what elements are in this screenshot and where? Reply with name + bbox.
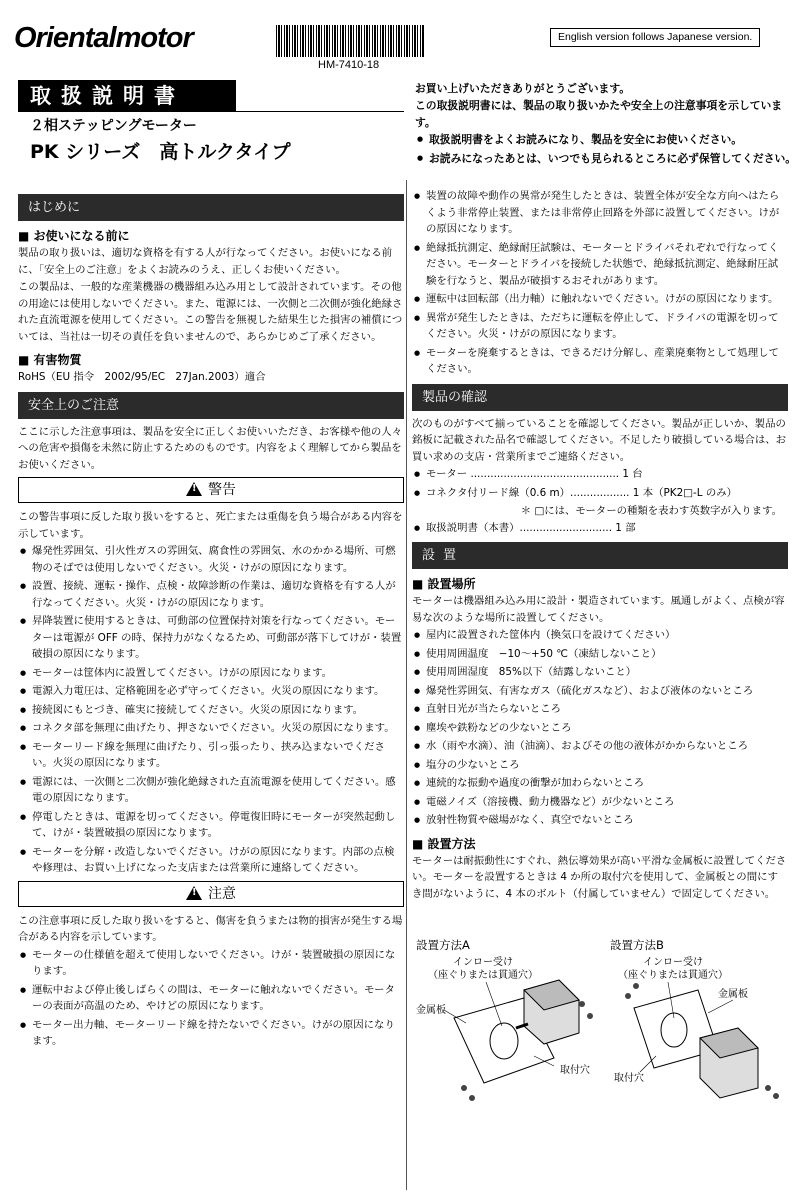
warning-item: ● モーターを分解・改造しないでください。けがの原因になります。内部の点検や修理は、お買い上げになった支店または営業所に連絡してください。 [18, 844, 404, 877]
document-title: 取扱説明書 [18, 80, 236, 112]
title-rule [236, 111, 404, 112]
place-item: ● 放射性物質や磁場がなく、真空でないところ [412, 812, 788, 829]
figure-a-hole-label: 取付穴 [560, 1065, 590, 1076]
caution-list [18, 947, 404, 1050]
warning-item: ● 接続図にもとづき、確実に接続してください。火災の原因になります。 [18, 702, 404, 719]
caution-triangle-icon [186, 886, 202, 900]
hazard-heading: ■ 有害物質 [18, 351, 404, 369]
contents-list-2 [412, 520, 788, 537]
place-item: ● 爆発性雰囲気、有害なガス（硫化ガスなど）、および液体のないところ [412, 683, 788, 700]
warning-banner [18, 477, 404, 503]
figure-b-hole-label: 取付穴 [614, 1073, 644, 1084]
intro-block [415, 80, 800, 169]
warning-item: ● 昇降装置に使用するときは、可動部の位置保持対策を行なってください。モーターは電源が OFF の時、保持力がなくなるため、可動部が落下してけが・装置破損の原因になります。 [18, 613, 404, 663]
warning-item: ● 爆発性雰囲気、引火性ガスの雰囲気、腐食性の雰囲気、水のかかる場所、可燃物のそばでは使用しないでください。火災・けがの原因になります。 [18, 543, 404, 576]
place-item: ● 屋内に設置された筐体内（換気口を設けてください） [412, 627, 788, 644]
figure-a-title: 設置方法A [416, 938, 470, 952]
place-item: ● 直射日光が当たらないところ [412, 701, 788, 718]
place-item: ● 電磁ノイズ（溶接機、動力機器など）が少ないところ [412, 794, 788, 811]
intro-bullet: ● お読みになったあとは、いつでも見られるところに必ず保管してください。 [415, 150, 800, 167]
before-use-text: 製品の取り扱いは、適切な資格を有する人が行なってください。お使いになる前に、「安全上のご注意」をよくお読みのうえ、正しくお使いください。 [18, 247, 393, 276]
caution-item: ● 装置の故障や動作の異常が発生したときは、装置全体が安全な方向へはたらくよう非常停止装置、または非常停止回路を外部に設置してください。けがの原因になります。 [412, 188, 788, 238]
place-heading: ■ 設置場所 [412, 575, 788, 593]
caution-item: ● 異常が発生したときは、ただちに運転を停止して、ドライバの電源を切ってください。火災・けがの原因になります。 [412, 310, 788, 343]
method-heading: ■ 設置方法 [412, 835, 788, 853]
column-divider [406, 180, 407, 1190]
model-note: ＊ □には、モーターの種類を表わす英数字が入ります。 [520, 505, 782, 517]
caution-item: ● モーターの仕様値を超えて使用しないでください。けが・装置破損の原因になります。 [18, 947, 404, 980]
place-item: ● 塵埃や鉄粉などの少ないところ [412, 720, 788, 737]
place-item: ● 塩分の少ないところ [412, 757, 788, 774]
before-use-text-2: この製品は、一般的な産業機器の機器組み込み用として設計されています。その他の用途には使用しないでください。また、電源には、一次側と二次側が強化絶縁された直流電源を使用してください。この警告を無視した結果生じた損害の補償については、当社は一切その責任を負いませんので、あらかじめご了承ください。 [18, 281, 403, 343]
place-item: ● 使用周囲温度 −10〜+50 ℃（凍結しないこと） [412, 646, 788, 663]
figure-b-pilot-label: インロー受け （座ぐりまたは貫通穴） [618, 957, 728, 981]
caution-item: ● 絶縁抵抗測定、絶縁耐圧試験は、モーターとドライバそれぞれで行なってください。モーターとドライバを接続した状態で、絶縁抵抗測定、絶縁耐圧試験を行なうと、製品が破損するおそれがあります。 [412, 240, 788, 290]
before-use-heading: ■ お使いになる前に [18, 227, 404, 245]
install-figure-b [608, 938, 798, 1113]
contents-item: ● コネクタ付リード線（0.6 m）.................. 1 本（PK2□-L のみ） [412, 485, 788, 502]
intro-line-2: この取扱説明書には、製品の取り扱いかたや安全上の注意事項を示しています。 [415, 99, 783, 129]
place-item: ● 水（雨や水滴）、油（油滴）、およびその他の液体がかからないところ [412, 738, 788, 755]
place-intro: モーターは機器組み込み用に設計・製造されています。風通しがよく、点検が容易な次のような場所に設置してください。 [412, 595, 785, 624]
method-text: モーターは耐振動性にすぐれ、熱伝導効果が高い平滑な金属板に設置してください。モーターを設置するときは 4 か所の取付穴を使用して、金属板との間にすき間がないように、4 本のボルト（付属していません）で固定してください。 [412, 854, 787, 900]
figure-a-pilot-label: インロー受け （座ぐりまたは貫通穴） [428, 957, 538, 981]
warning-item: ● モーターは筐体内に設置してください。けがの原因になります。 [18, 665, 404, 682]
warning-item: ● モーターリード線を無理に曲げたり、引っ張ったり、挟み込まないでください。火災の原因になります。 [18, 739, 404, 772]
section-heading-install: 設置 [412, 542, 788, 569]
safety-intro: ここに示した注意事項は、製品を安全に正しくお使いいただき、お客様や他の人々への危害や損傷を未然に防止するためのものです。内容をよく理解してから製品をお使いください。 [18, 425, 403, 471]
english-version-note: English version follows Japanese version. [550, 28, 760, 47]
figure-b-plate-label: 金属板 [718, 989, 748, 1000]
caution-item: ● 運転中は回転部（出力軸）に触れないでください。けがの原因になります。 [412, 291, 788, 308]
caution-label: 注意 [208, 885, 236, 902]
document-code: HM-7410-18 [318, 59, 380, 71]
section-heading-safety: 安全上のご注意 [18, 392, 404, 419]
intro-bullets [415, 131, 800, 167]
caution-description: この注意事項に反した取り扱いをすると、傷害を負うまたは物的損害が発生する場合がある内容を示しています。 [18, 914, 403, 943]
caution-item: ● モーターを廃棄するときは、できるだけ分解し、産業廃棄物として処理してください。 [412, 345, 788, 378]
figure-b-title: 設置方法B [610, 938, 664, 952]
left-column [18, 188, 404, 1052]
intro-line-1: お買い上げいただきありがとうございます。 [415, 82, 631, 95]
warning-list [18, 543, 404, 877]
warning-description: この警告事項に反した取り扱いをすると、死亡または重傷を負う場合がある内容を示しています。 [18, 511, 403, 540]
rohs-text: RoHS（EU 指令 2002/95/EC 27Jan.2003）適合 [18, 371, 266, 383]
product-subtitle: ２相ステッピングモーター [30, 118, 197, 134]
figure-a-drawing [414, 938, 606, 1113]
warning-item: ● コネクタ部を無理に曲げたり、押さないでください。火災の原因になります。 [18, 720, 404, 737]
caution-list-continued [412, 188, 788, 378]
figure-b-drawing [608, 938, 798, 1113]
barcode [276, 25, 424, 57]
series-title: PK シリーズ 高トルクタイプ [30, 141, 291, 163]
warning-triangle-icon [186, 482, 202, 496]
caution-banner [18, 881, 404, 907]
warning-item: ● 電源には、一次側と二次側が強化絶縁された直流電源を使用してください。感電の原因になります。 [18, 774, 404, 807]
intro-bullet: ● 取扱説明書をよくお読みになり、製品を安全にお使いください。 [415, 131, 800, 148]
place-item: ● 使用周囲湿度 85%以下（結露しないこと） [412, 664, 788, 681]
place-item: ● 連続的な振動や過度の衝撃が加わらないところ [412, 775, 788, 792]
warning-item: ● 設置、接続、運転・操作、点検・故障診断の作業は、適切な資格を有する人が行なってください。火災・けがの原因になります。 [18, 578, 404, 611]
warning-label: 警告 [208, 482, 236, 498]
caution-item: ● モーター出力軸、モーターリード線を持たないでください。けがの原因になります。 [18, 1017, 404, 1050]
right-column [412, 188, 788, 903]
section-heading-confirm: 製品の確認 [412, 384, 788, 411]
contents-list [412, 466, 788, 501]
contents-item: ● 取扱説明書（本書）............................ 1 部 [412, 520, 788, 537]
place-list [412, 627, 788, 829]
warning-item: ● 電源入力電圧は、定格範囲を必ず守ってください。火災の原因になります。 [18, 683, 404, 700]
warning-item: ● 停電したときは、電源を切ってください。停電復旧時にモーターが突然起動して、けが・装置破損の原因になります。 [18, 809, 404, 842]
brand-logo: Orientalmotor [14, 22, 193, 54]
caution-item: ● 運転中および停止後しばらくの間は、モーターに触れないでください。モーターの表面が高温のため、やけどの原因になります。 [18, 982, 404, 1015]
figure-a-plate-label: 金属板 [416, 1005, 446, 1016]
contents-item: ● モーター ............................................. 1 台 [412, 466, 788, 483]
install-figure-a [414, 938, 606, 1113]
confirm-intro: 次のものがすべて揃っていることを確認してください。製品が正しいか、製品の銘板に記載された品名で確認してください。不足したり破損している場合は、お買い求めの支店・営業所までご連絡ください。 [412, 417, 787, 463]
section-heading-hajimeni: はじめに [18, 194, 404, 221]
